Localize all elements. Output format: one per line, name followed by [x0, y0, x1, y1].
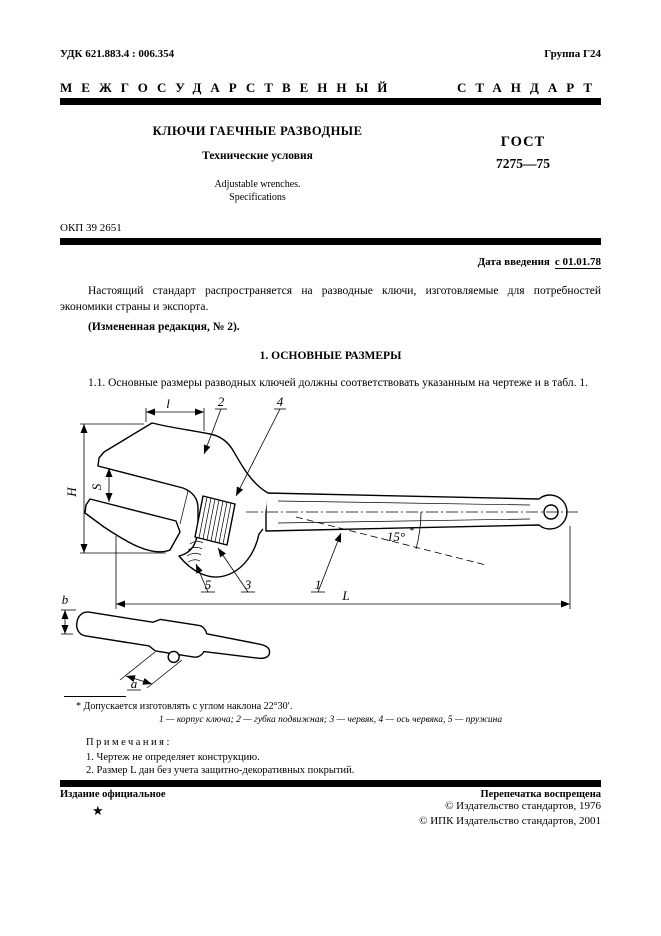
copyright-block — [201, 799, 601, 828]
gost-number: 7275—75 — [496, 156, 550, 171]
copyright-line-1: © Издательство стандартов, 1976 — [445, 800, 601, 812]
divider-bar-middle — [60, 238, 601, 245]
divider-bar-bottom — [60, 780, 601, 787]
copyright-line-2: © ИПК Издательство стандартов, 2001 — [419, 814, 601, 827]
standard-banner-word-1: МЕЖГОСУДАРСТВЕННЫЙ — [60, 80, 397, 95]
dim-S — [89, 468, 109, 502]
part2-label: 2 — [217, 396, 225, 409]
notes-heading: Примечания: — [86, 737, 172, 748]
clause-1-1: 1.1. Основные размеры разводных ключей должны соответствовать указанным на чертеже и в табл. 1. — [88, 377, 588, 389]
part5-label: 5 — [204, 577, 212, 592]
dim-angle-label: 15° — [386, 529, 406, 544]
doc-title-en-line2: Specifications — [229, 192, 286, 203]
amendment-note: (Измененная редакция, № 2). — [88, 321, 240, 333]
top-header-row — [60, 48, 601, 60]
doc-title: КЛЮЧИ ГАЕЧНЫЕ РАЗВОДНЫЕ — [152, 124, 363, 138]
dim-L-label: L — [342, 588, 350, 603]
doc-title-english — [60, 178, 455, 204]
gost-designation — [458, 134, 588, 172]
reprint-forbidden: Перепечатка воспрещена — [480, 789, 601, 800]
note-item-1: 1. Чертеж не определяет конструкцию. — [86, 752, 260, 763]
dim-angle-star: * — [409, 526, 414, 537]
wrench-side-view — [73, 607, 272, 678]
part1-label: 1 — [314, 577, 322, 592]
part3-label: 3 — [244, 577, 252, 592]
divider-bar-top — [60, 98, 601, 105]
dim-a-label: a — [130, 676, 138, 691]
group-code: Группа Г24 — [544, 48, 601, 60]
standard-banner-word-2: СТАНДАРТ — [456, 80, 601, 95]
note-item-2: 2. Размер L дан без учета защитно-декоративных покрытий. — [86, 765, 355, 776]
jaw-slot-line — [180, 491, 188, 524]
wrench-drawing — [56, 396, 606, 692]
okp-code: ОКП 39 2651 — [60, 222, 122, 234]
standard-banner — [60, 80, 601, 96]
edition-official: Издание официальное — [60, 789, 166, 800]
dim-l-label: l — [166, 396, 170, 411]
date-value: с 01.01.78 — [554, 256, 601, 268]
footnote-asterisk: * Допускается изготовлять с углом наклона 22°30′. — [76, 701, 293, 712]
dim-b-label: b — [61, 592, 69, 607]
doc-title-en-line1: Adjustable wrenches. — [214, 179, 301, 190]
parts-legend: 1 — корпус ключа; 2 — губка подвижная; 3 — червяк, 4 — ось червяка, 5 — пружина — [158, 715, 503, 725]
callout-part4 — [236, 396, 286, 496]
dim-L — [116, 526, 570, 609]
gost-label: ГОСТ — [500, 134, 546, 150]
section-heading: 1. ОСНОВНЫЕ РАЗМЕРЫ — [259, 350, 402, 362]
part4-label: 4 — [276, 396, 284, 409]
dim-S-label: S — [89, 483, 104, 491]
worm — [195, 496, 235, 545]
dim-b — [61, 592, 76, 634]
udk-code: УДК 621.883.4 : 006.354 — [60, 48, 175, 60]
dim-H-label: H — [64, 487, 79, 497]
wrench-head — [98, 423, 268, 577]
doc-subtitle: Технические условия — [202, 150, 313, 162]
callout-part1 — [311, 533, 341, 592]
edition-star: ★ — [92, 803, 104, 818]
intro-paragraph: Настоящий стандарт распространяется на разводные ключи, изготовляемые для потребностей экономики страны и экспорта. — [60, 285, 601, 313]
introduction-date — [60, 256, 601, 269]
footnote-rule — [64, 696, 126, 697]
movable-jaw — [85, 499, 180, 552]
date-label: Дата введения — [477, 256, 550, 268]
